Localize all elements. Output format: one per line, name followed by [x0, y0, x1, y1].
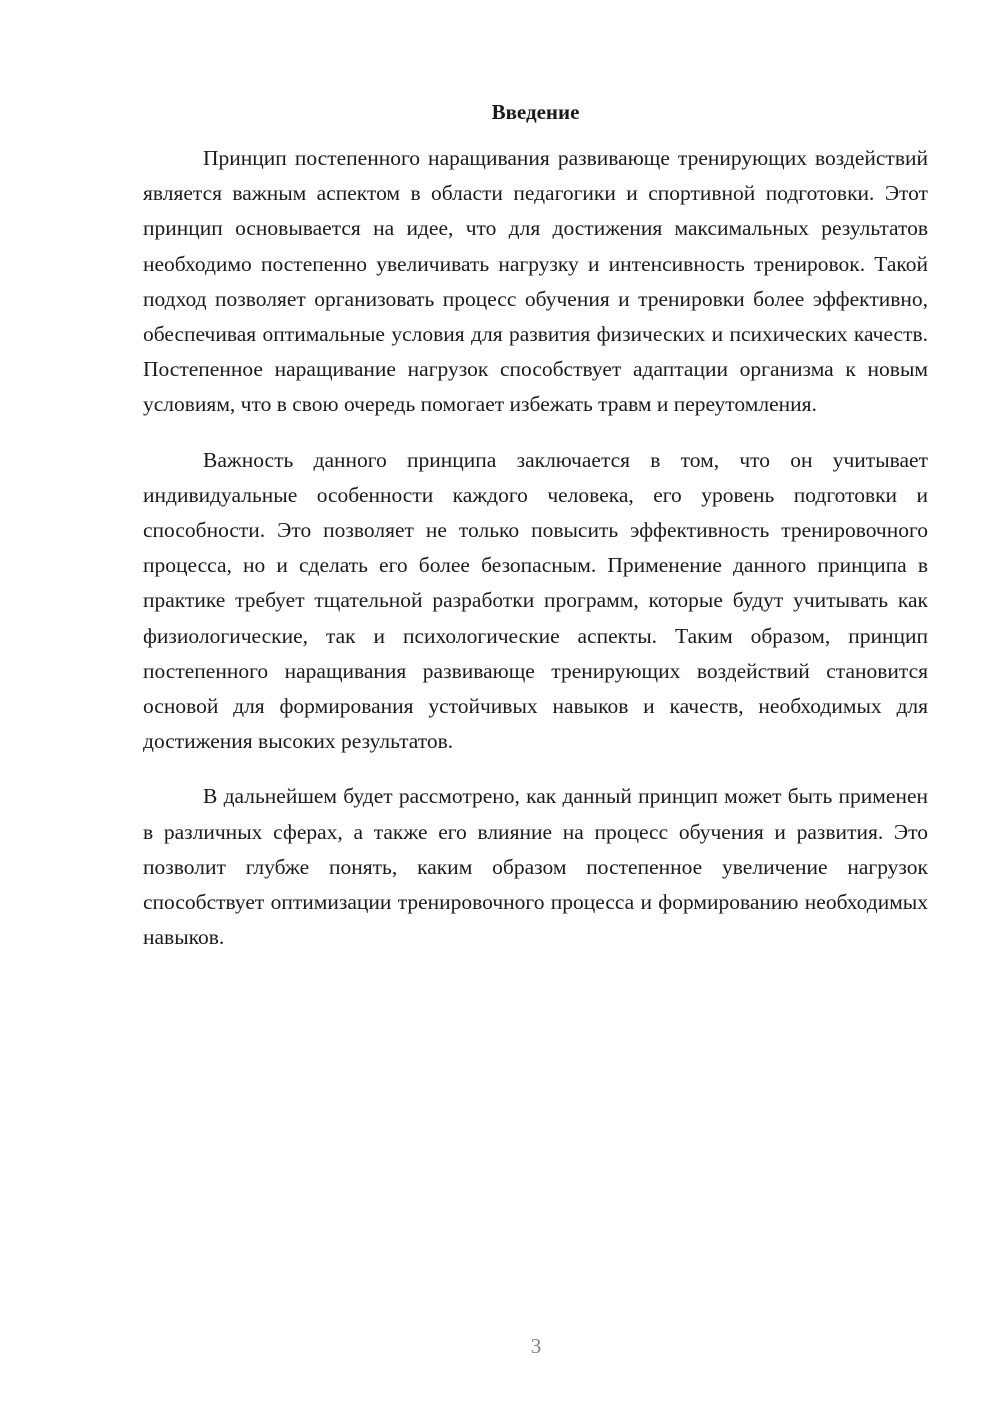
page-number: 3 [530, 1334, 542, 1358]
paragraph-2: Важность данного принципа заключается в том, что он учитывает индивидуальные особенности каждого человека, его уровень подготовки и способности. Это позволяет не только повысить эффективность тренировочного процесса, но и сделать его более безопасным. Применение данного принципа в практике требует тщательной разработки программ, которые будут учитывать как физиологические, так и психологические аспекты. Таким образом, принцип постепенного наращивания развивающе тренирующих воздействий становится основой для формирования устойчивых навыков и качеств, необходимых для достижения высоких результатов. [143, 447, 928, 754]
section-heading: Введение [491, 100, 580, 124]
paragraph-1: Принцип постепенного наращивания развивающе тренирующих воздействий является важным аспектом в области педагогики и спортивной подготовки. Этот принцип основывается на идее, что для достижения максимальных результатов необходимо постепенно увеличивать нагрузку и интенсивность тренировок. Такой подход позволяет организовать процесс обучения и тренировки более эффективно, обеспечивая оптимальные условия для развития физических и психических качеств. Постепенное наращивание нагрузок способствует адаптации организма к новым условиям, что в свою очередь помогает избежать травм и переутомления. [143, 146, 928, 417]
page-content [143, 96, 928, 955]
paragraph-3: В дальнейшем будет рассмотрено, как данный принцип может быть применен в различных сферах, а также его влияние на процесс обучения и развития. Это позволит глубже понять, каким образом постепенное увеличение нагрузок способствует оптимизации тренировочного процесса и формированию необходимых навыков. [143, 784, 928, 950]
